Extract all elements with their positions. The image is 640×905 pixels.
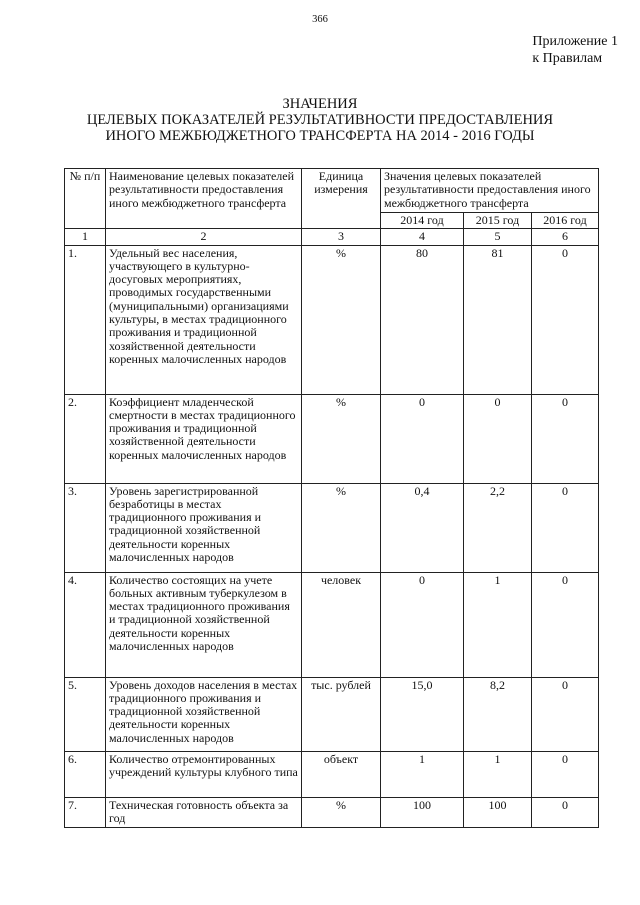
page-number: 366 (312, 14, 328, 25)
table-row (65, 394, 599, 483)
title-line-3: ИНОГО МЕЖБЮДЖЕТНОГО ТРАНСФЕРТА НА 2014 - 2016 ГОДЫ (105, 128, 535, 144)
row-number: 1. (65, 245, 106, 394)
row-number: 2. (65, 394, 106, 483)
unit-cell: % (302, 483, 381, 572)
value-2015: 1 (464, 572, 532, 677)
value-2016: 0 (532, 572, 599, 677)
value-2016: 0 (532, 751, 599, 797)
value-2016: 0 (532, 483, 599, 572)
value-2014: 0,4 (381, 483, 464, 572)
value-2014: 0 (381, 394, 464, 483)
row-number: 4. (65, 572, 106, 677)
col-number: 3 (302, 229, 381, 245)
value-2015: 1 (464, 751, 532, 797)
indicator-name: Коэффициент младенческой смертности в местах традиционного проживания и традиционной хозяйственной деятельности коренных малочисленных народов (106, 394, 302, 483)
indicator-name: Удельный вес населения, участвующего в культурно-досуговых мероприятиях, проводимых государственными (муниципальными) организациями культуры, в местах традиционного проживания и традиционной хозяйственной деятельности коренных малочисленных народов (106, 245, 302, 394)
indicator-name: Количество отремонтированных учреждений культуры клубного типа (106, 751, 302, 797)
row-number: 6. (65, 751, 106, 797)
title-line-2: ЦЕЛЕВЫХ ПОКАЗАТЕЛЕЙ РЕЗУЛЬТАТИВНОСТИ ПРЕДОСТАВЛЕНИЯ (86, 112, 554, 128)
indicator-name: Уровень зарегистрированной безработицы в местах традиционного проживания и традиционной хозяйственной деятельности коренных малочисленных народов (106, 483, 302, 572)
value-2014: 80 (381, 245, 464, 394)
document-title (0, 96, 640, 144)
unit-cell: тыс. рублей (302, 677, 381, 751)
indicator-name: Количество состоящих на учете больных активным туберкулезом в местах традиционного проживания и традиционной хозяйственной деятельности коренных малочисленных народов (106, 572, 302, 677)
value-2016: 0 (532, 245, 599, 394)
value-2015: 100 (464, 797, 532, 827)
value-2015: 81 (464, 245, 532, 394)
indicator-name: Уровень доходов населения в местах традиционного проживания и традиционной хозяйственной деятельности коренных малочисленных народов (106, 677, 302, 751)
col-number: 2 (106, 229, 302, 245)
value-2015: 0 (464, 394, 532, 483)
appendix-line-1: Приложение 1 (532, 34, 618, 49)
header-year-2016: 2016 год (532, 213, 599, 229)
indicator-name: Техническая готовность объекта за год (106, 797, 302, 827)
unit-cell: объект (302, 751, 381, 797)
row-number: 5. (65, 677, 106, 751)
header-num: № п/п (65, 169, 106, 229)
col-number: 6 (532, 229, 599, 245)
value-2014: 15,0 (381, 677, 464, 751)
column-numbers-row (65, 229, 599, 245)
table-row (65, 572, 599, 677)
value-2014: 100 (381, 797, 464, 827)
value-2016: 0 (532, 677, 599, 751)
value-2014: 0 (381, 572, 464, 677)
header-row (65, 169, 599, 213)
header-year-2014: 2014 год (381, 213, 464, 229)
unit-cell: % (302, 797, 381, 827)
table-row (65, 751, 599, 797)
unit-cell: % (302, 245, 381, 394)
indicators-table (64, 168, 599, 828)
value-2015: 8,2 (464, 677, 532, 751)
col-number: 4 (381, 229, 464, 245)
title-line-1: ЗНАЧЕНИЯ (282, 96, 358, 112)
header-unit: Единица измерения (302, 169, 381, 229)
unit-cell: человек (302, 572, 381, 677)
appendix-note (532, 33, 618, 67)
table-row (65, 677, 599, 751)
header-values: Значения целевых показателей результативности предоставления иного межбюджетного трансферта (381, 169, 599, 213)
col-number: 1 (65, 229, 106, 245)
value-2015: 2,2 (464, 483, 532, 572)
table-row (65, 483, 599, 572)
row-number: 7. (65, 797, 106, 827)
col-number: 5 (464, 229, 532, 245)
value-2014: 1 (381, 751, 464, 797)
row-number: 3. (65, 483, 106, 572)
table-row (65, 245, 599, 394)
appendix-line-2: к Правилам (532, 51, 603, 66)
value-2016: 0 (532, 394, 599, 483)
table-row (65, 797, 599, 827)
header-name: Наименование целевых показателей результативности предоставления иного межбюджетного трансферта (106, 169, 302, 229)
header-year-2015: 2015 год (464, 213, 532, 229)
value-2016: 0 (532, 797, 599, 827)
unit-cell: % (302, 394, 381, 483)
